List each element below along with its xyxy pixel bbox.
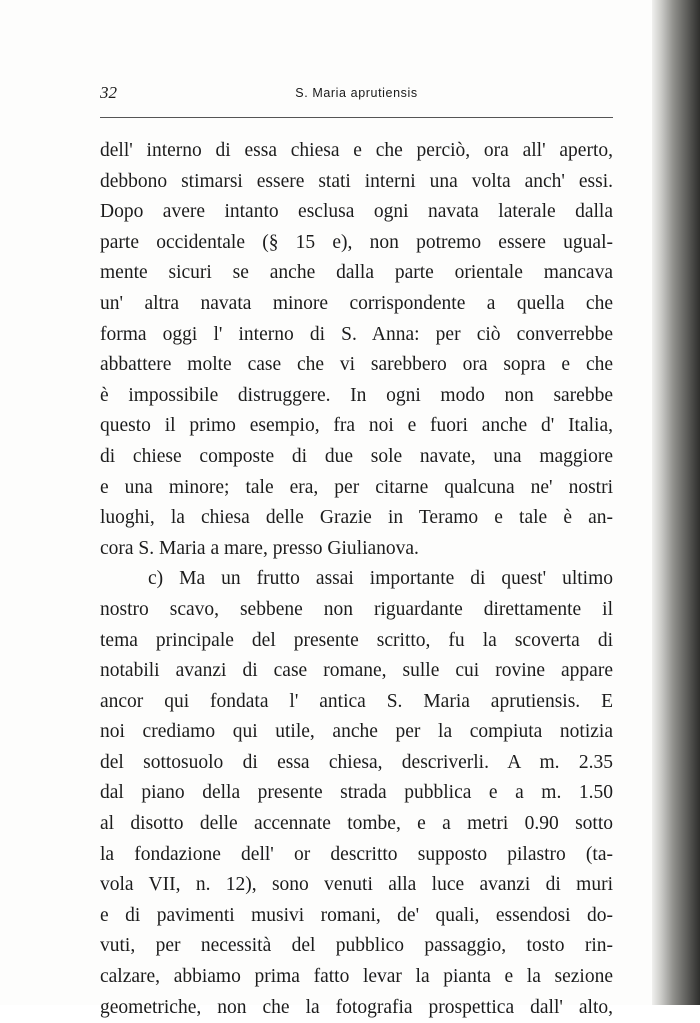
text-line: questo il primo esempio, fra noi e fuori anche d' Italia, xyxy=(100,415,613,437)
text-line: parte occidentale (§ 15 e), non potremo essere ugual- xyxy=(100,231,613,253)
text-line: ancor qui fondata l' antica S. Maria aprutiensis. E xyxy=(100,690,613,712)
text-line: tema principale del presente scritto, fu la scoverta di xyxy=(100,629,613,651)
header-rule xyxy=(100,117,613,118)
text-line: calzare, abbiamo prima fatto levar la pianta e la sezione xyxy=(100,966,613,988)
text-line: la fondazione dell' or descritto supposto pilastro (ta- xyxy=(100,843,613,865)
page-number: 32 xyxy=(100,83,117,102)
text-line: vola VII, n. 12), sono venuti alla luce avanzi di muri xyxy=(100,874,613,896)
text-line: noi crediamo qui utile, anche per la compiuta notizia xyxy=(100,721,613,743)
text-line: Dopo avere intanto esclusa ogni navata laterale dalla xyxy=(100,201,613,223)
text-line: del sottosuolo di essa chiesa, descriverli. A m. 2.35 xyxy=(100,751,613,773)
text-line: nostro scavo, sebbene non riguardante direttamente il xyxy=(100,598,613,620)
text-line: di chiese composte di due sole navate, una maggiore xyxy=(100,445,613,467)
page-edge-shadow xyxy=(652,0,700,1005)
text-line: e una minore; tale era, per citarne qualcuna ne' nostri xyxy=(100,476,613,498)
text-line: un' altra navata minore corrispondente a quella che xyxy=(100,292,613,314)
text-line: vuti, per necessità del pubblico passaggio, tosto rin- xyxy=(100,935,613,957)
text-line: abbattere molte case che vi sarebbero ora sopra e che xyxy=(100,354,613,376)
text-line: mente sicuri se anche dalla parte orientale mancava xyxy=(100,262,613,284)
text-line: geometriche, non che la fotografia prospettica dall' alto, xyxy=(100,996,613,1018)
text-line: al disotto delle accennate tombe, e a metri 0.90 sotto xyxy=(100,813,613,835)
text-line: e di pavimenti musivi romani, de' quali, essendosi do- xyxy=(100,904,613,926)
text-line: debbono stimarsi essere stati interni una volta anch' essi. xyxy=(100,170,613,192)
text-line: notabili avanzi di case romane, sulle cui rovine appare xyxy=(100,660,613,682)
text-line: cora S. Maria a mare, presso Giulianova. xyxy=(100,537,419,559)
body-text xyxy=(100,136,613,1023)
text-line: luoghi, la chiesa delle Grazie in Teramo e tale è an- xyxy=(100,507,613,529)
running-title: S. Maria aprutiensis xyxy=(295,86,418,100)
text-line: forma oggi l' interno di S. Anna: per ciò converrebbe xyxy=(100,323,613,345)
text-line: dal piano della presente strada pubblica e a m. 1.50 xyxy=(100,782,613,804)
text-line: dell' interno di essa chiesa e che perciò, ora all' aperto, xyxy=(100,140,613,161)
text-line: c) Ma un frutto assai importante di quest' ultimo xyxy=(148,568,613,590)
text-line: è impossibile distruggere. In ogni modo non sarebbe xyxy=(100,384,613,406)
running-head xyxy=(100,83,613,107)
